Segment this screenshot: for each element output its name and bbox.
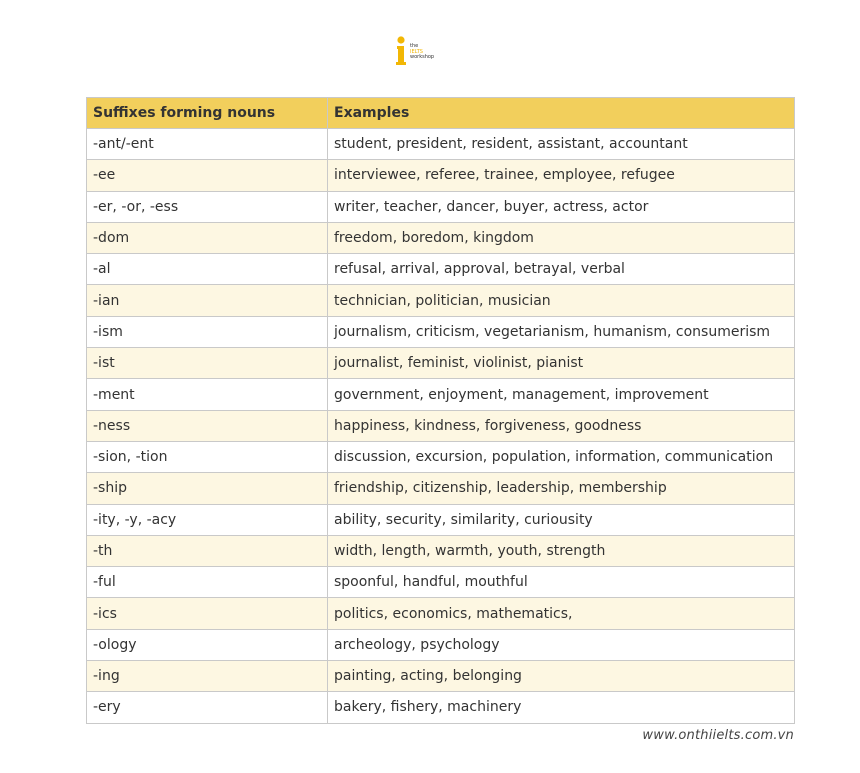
website-url: www.onthiielts.com.vn: [642, 728, 794, 743]
logo-line-2: IELTS: [410, 48, 423, 55]
examples-cell: freedom, boredom, kingdom: [328, 222, 795, 253]
table-row: [87, 222, 795, 253]
table-row: [87, 410, 795, 441]
suffix-cell: -ful: [87, 567, 328, 598]
examples-cell: width, length, warmth, youth, strength: [328, 535, 795, 566]
suffix-cell: -sion, -tion: [87, 441, 328, 472]
table-row: [87, 129, 795, 160]
table-row: [87, 379, 795, 410]
examples-cell: interviewee, referee, trainee, employee, refugee: [328, 160, 795, 191]
examples-cell: technician, politician, musician: [328, 285, 795, 316]
suffix-cell: -ship: [87, 473, 328, 504]
logo-line-3: workshop: [410, 54, 435, 60]
table-row: [87, 191, 795, 222]
suffix-cell: -ics: [87, 598, 328, 629]
suffix-cell: -er, -or, -ess: [87, 191, 328, 222]
suffix-cell: -ness: [87, 410, 328, 441]
table-row: [87, 598, 795, 629]
examples-cell: politics, economics, mathematics,: [328, 598, 795, 629]
table-row: [87, 504, 795, 535]
suffix-cell: -ology: [87, 629, 328, 660]
examples-cell: journalist, feminist, violinist, pianist: [328, 348, 795, 379]
examples-cell: spoonful, handful, mouthful: [328, 567, 795, 598]
suffix-cell: -al: [87, 254, 328, 285]
examples-cell: ability, security, similarity, curiousity: [328, 504, 795, 535]
table-row: [87, 160, 795, 191]
table-row: [87, 535, 795, 566]
examples-cell: painting, acting, belonging: [328, 661, 795, 692]
table-row: [87, 661, 795, 692]
examples-cell: journalism, criticism, vegetarianism, humanism, consumerism: [328, 316, 795, 347]
table-row: [87, 316, 795, 347]
suffix-cell: -ant/-ent: [87, 129, 328, 160]
examples-cell: discussion, excursion, population, information, communication: [328, 441, 795, 472]
suffix-cell: -ee: [87, 160, 328, 191]
table-body: [87, 129, 795, 724]
suffix-table: [86, 97, 795, 724]
suffix-cell: -ing: [87, 661, 328, 692]
table-row: [87, 473, 795, 504]
table-row: [87, 441, 795, 472]
header-examples: Examples: [328, 98, 795, 129]
logo-text: [410, 44, 434, 61]
suffix-cell: -dom: [87, 222, 328, 253]
table-row: [87, 348, 795, 379]
suffix-cell: -ist: [87, 348, 328, 379]
suffix-cell: -ment: [87, 379, 328, 410]
suffix-cell: -ism: [87, 316, 328, 347]
suffix-cell: -ian: [87, 285, 328, 316]
examples-cell: happiness, kindness, forgiveness, goodness: [328, 410, 795, 441]
logo-i-icon: [393, 36, 409, 66]
logo-line-1: the: [410, 43, 419, 49]
examples-cell: friendship, citizenship, leadership, membership: [328, 473, 795, 504]
table-row: [87, 629, 795, 660]
examples-cell: writer, teacher, dancer, buyer, actress, actor: [328, 191, 795, 222]
table-row: [87, 567, 795, 598]
examples-cell: student, president, resident, assistant, accountant: [328, 129, 795, 160]
table-row: [87, 692, 795, 723]
examples-cell: bakery, fishery, machinery: [328, 692, 795, 723]
examples-cell: refusal, arrival, approval, betrayal, verbal: [328, 254, 795, 285]
ielts-workshop-logo: [393, 36, 443, 66]
examples-cell: government, enjoyment, management, improvement: [328, 379, 795, 410]
header-suffixes: Suffixes forming nouns: [87, 98, 328, 129]
table-row: [87, 254, 795, 285]
table-header-row: [87, 98, 795, 129]
suffix-cell: -th: [87, 535, 328, 566]
suffix-cell: -ity, -y, -acy: [87, 504, 328, 535]
table-row: [87, 285, 795, 316]
suffix-cell: -ery: [87, 692, 328, 723]
examples-cell: archeology, psychology: [328, 629, 795, 660]
